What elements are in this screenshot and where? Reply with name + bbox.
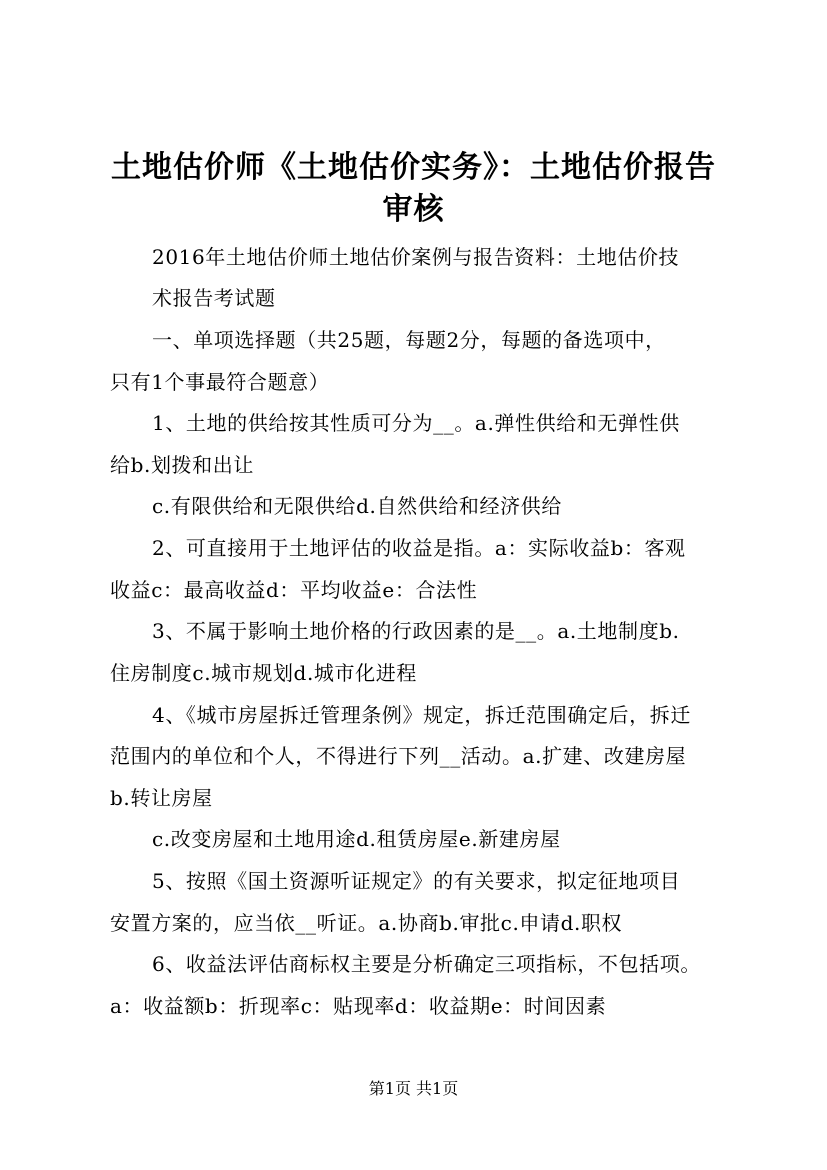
text-line: 收益c：最高收益d：平均收益e：合法性 bbox=[110, 578, 478, 602]
text-line: 2、可直接用于土地评估的收益是指。a：实际收益b：客观 bbox=[152, 536, 686, 560]
document-title-line-2: 审核 bbox=[382, 192, 445, 227]
text-line: b.转让房屋 bbox=[110, 786, 213, 810]
text-line: 5、按照《国土资源听证规定》的有关要求，拟定征地项目 bbox=[152, 869, 681, 893]
text-line: 4、《城市房屋拆迁管理条例》规定，拆迁范围确定后，拆迁 bbox=[152, 703, 691, 727]
text-line: a：收益额b：折现率c：贴现率d：收益期e：时间因素 bbox=[110, 994, 607, 1018]
page-number-footer: 第1页 共1页 bbox=[368, 1079, 459, 1098]
text-line: 2016年土地估价师土地估价案例与报告资料：土地估价技 bbox=[152, 245, 680, 269]
text-line: 住房制度c.城市规划d.城市化进程 bbox=[110, 661, 417, 685]
text-line: c.有限供给和无限供给d.自然供给和经济供给 bbox=[152, 494, 562, 518]
text-line: 3、不属于影响土地价格的行政因素的是__。a.土地制度b. bbox=[152, 619, 680, 643]
document-title-line-1: 土地估价师《土地估价实务》：土地估价报告 bbox=[111, 150, 716, 185]
text-line: 一、单项选择题（共25题，每题2分，每题的备选项中， bbox=[152, 328, 666, 352]
text-line: c.改变房屋和土地用途d.租赁房屋e.新建房屋 bbox=[152, 827, 561, 851]
text-line: 6、收益法评估商标权主要是分析确定三项指标，不包括项。 bbox=[152, 952, 701, 976]
text-line: 给b.划拨和出让 bbox=[110, 453, 254, 477]
text-line: 只有1个事最符合题意） bbox=[110, 370, 330, 394]
text-line: 1、土地的供给按其性质可分为__。a.弹性供给和无弹性供 bbox=[152, 411, 680, 435]
text-line: 范围内的单位和个人，不得进行下列__活动。a.扩建、改建房屋 bbox=[110, 744, 687, 768]
text-line: 术报告考试题 bbox=[152, 286, 276, 310]
text-line: 安置方案的，应当依__听证。a.协商b.审批c.申请d.职权 bbox=[110, 911, 623, 935]
